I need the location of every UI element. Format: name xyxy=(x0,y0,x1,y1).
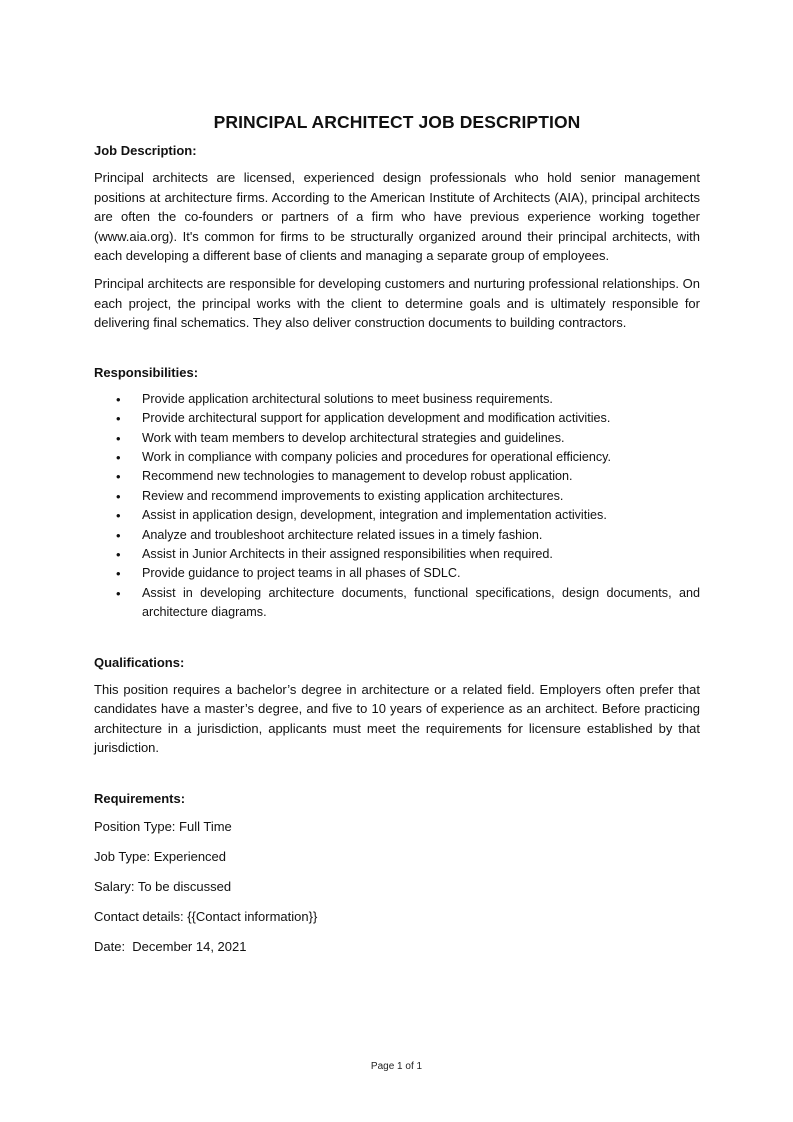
list-item: • Recommend new technologies to management to develop robust application. xyxy=(94,467,700,486)
list-item: • Provide guidance to project teams in all phases of SDLC. xyxy=(94,564,700,583)
bullet-icon: • xyxy=(116,469,121,485)
job-description-paragraph-1: Principal architects are licensed, experienced design professionals who hold senior management positions at architecture firms. According to the American Institute of Architects (AIA), principal architects are often the co-founders or partners of a firm who have previous experience working together (www.aia.org). It's common for firms to be structurally organized around their principal architects, with each developing a different base of clients and managing a separate group of employees. xyxy=(94,170,700,264)
qualifications-heading: Qualifications: xyxy=(94,654,185,670)
bullet-icon: • xyxy=(116,488,121,504)
document-page xyxy=(94,112,700,956)
list-item: • Assist in developing architecture documents, functional specifications, design documents, and architecture diagrams. xyxy=(116,585,700,620)
list-item: • Assist in application design, development, integration and implementation activities. xyxy=(94,506,700,525)
bullet-icon: • xyxy=(116,391,121,407)
bullet-icon: • xyxy=(116,566,121,582)
bullet-icon: • xyxy=(116,585,121,601)
bullet-icon: • xyxy=(116,411,121,427)
position-type: Position Type: Full Time xyxy=(94,819,232,834)
page-title: PRINCIPAL ARCHITECT JOB DESCRIPTION xyxy=(213,112,581,132)
salary: Salary: To be discussed xyxy=(94,879,232,894)
contact-details: Contact details: {{Contact information}} xyxy=(94,909,318,924)
date: Date: December 14, 2021 xyxy=(94,939,247,954)
bullet-icon: • xyxy=(116,527,121,543)
job-type: Job Type: Experienced xyxy=(94,849,227,864)
list-item: • Analyze and troubleshoot architecture related issues in a timely fashion. xyxy=(94,526,700,545)
list-item: • Provide architectural support for application development and modification activities. xyxy=(94,409,700,428)
bullet-icon: • xyxy=(116,547,121,562)
page-footer: Page 1 of 1 xyxy=(370,1061,423,1072)
list-item: • Provide application architectural solutions to meet business requirements. xyxy=(94,390,700,409)
requirements-heading: Requirements: xyxy=(94,791,186,806)
list-item: • Assist in Junior Architects in their assigned responsibilities when required. xyxy=(94,545,700,564)
bullet-icon: • xyxy=(116,430,121,446)
qualifications-paragraph: This position requires a bachelor’s degree in architecture or a related field. Employers often prefer that candidates have a master’s degree, and five to 10 years of experience as an architect. Before practicing architecture in a jurisdiction, applicants must meet the requirements for licensure established by that jurisdiction. xyxy=(94,681,700,756)
list-item: • Review and recommend improvements to existing application architectures. xyxy=(94,487,700,506)
job-description-paragraph-2: Principal architects are responsible for developing customers and nurturing professional relationships. On each project, the principal works with the client to determine goals and is ultimately responsible for delivering final schematics. They also deliver construction documents to building contractors. xyxy=(94,275,700,331)
responsibilities-heading: Responsibilities: xyxy=(94,364,199,380)
list-item: • Work with team members to develop architectural strategies and guidelines. xyxy=(94,429,700,448)
job-description-heading: Job Description: xyxy=(94,143,197,158)
bullet-icon: • xyxy=(116,508,121,524)
list-item: • Work in compliance with company policies and procedures for operational efficiency. xyxy=(94,448,700,467)
bullet-icon: • xyxy=(116,449,121,465)
responsibilities-list xyxy=(94,390,700,623)
